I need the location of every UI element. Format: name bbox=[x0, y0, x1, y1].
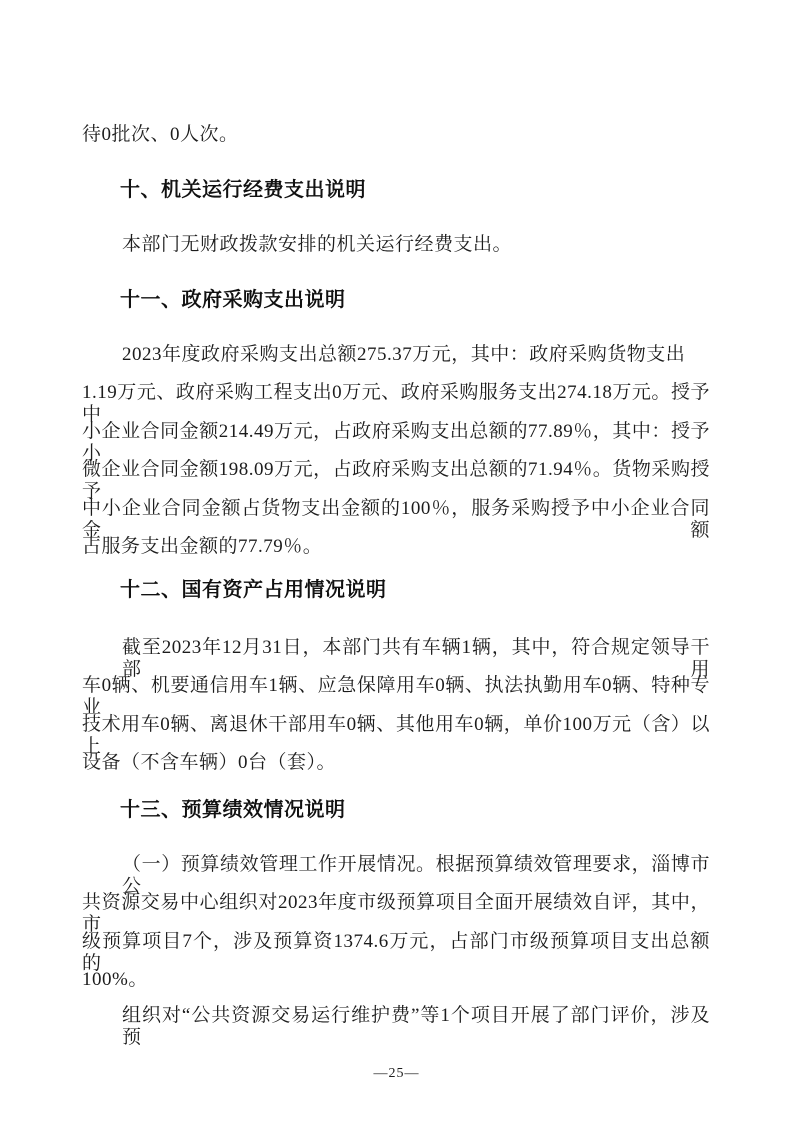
text-line: 2023年度政府采购支出总额275.37万元，其中：政府采购货物支出 bbox=[122, 344, 686, 365]
text-line: 1.19万元、政府采购工程支出0万元、政府采购服务支出274.18万元。授予中 bbox=[82, 382, 710, 426]
paragraph-budget-performance-selfreview bbox=[82, 854, 710, 1008]
paragraph-operating-expense bbox=[82, 234, 710, 272]
text-line: 共资源交易中心组织对2023年度市级预算项目全面开展绩效自评，其中，市 bbox=[82, 892, 710, 936]
text-line: 待0批次、0人次。 bbox=[82, 124, 239, 145]
text-line: 车0辆、机要通信用车1辆、应急保障用车0辆、执法执勤用车0辆、特种专业 bbox=[82, 675, 710, 719]
text-line: 级预算项目7个，涉及预算资1374.6万元，占部门市级预算项目支出总额的 bbox=[82, 930, 710, 974]
section-heading-13-budget-performance: 十三、预算绩效情况说明 bbox=[120, 799, 346, 821]
paragraph-gov-procurement bbox=[82, 344, 710, 574]
text-line: 中小企业合同金额占货物支出金额的100％，服务采购授予中小企业合同金额 bbox=[82, 497, 710, 541]
text-line: 组织对“公共资源交易运行维护费”等1个项目开展了部门评价，涉及预 bbox=[122, 1005, 710, 1048]
section-heading-11-gov-procurement: 十一、政府采购支出说明 bbox=[120, 289, 346, 311]
text-line: 本部门无财政拨款安排的机关运行经费支出。 bbox=[122, 234, 513, 255]
text-line: 截至2023年12月31日，本部门共有车辆1辆，其中，符合规定领导干部用 bbox=[122, 637, 710, 680]
paragraph-budget-performance-deptreview bbox=[82, 1005, 710, 1048]
paragraph-state-assets bbox=[82, 637, 710, 791]
text-line: 100%。 bbox=[82, 969, 148, 991]
carryover-paragraph bbox=[82, 124, 710, 162]
text-line: 占服务支出金额的77.79％。 bbox=[82, 535, 323, 557]
text-line: 微企业合同金额198.09万元，占政府采购支出总额的71.94％。货物采购授予 bbox=[82, 459, 710, 503]
text-line: 技术用车0辆、离退休干部用车0辆、其他用车0辆，单价100万元（含）以上 bbox=[82, 713, 710, 757]
section-heading-12-state-assets: 十二、国有资产占用情况说明 bbox=[120, 579, 387, 601]
text-line: （一）预算绩效管理工作开展情况。根据预算绩效管理要求，淄博市公 bbox=[122, 854, 710, 897]
text-line: 小企业合同金额214.49万元，占政府采购支出总额的77.89％，其中：授予小 bbox=[82, 420, 710, 464]
text-line: 设备（不含车辆）0台（套）。 bbox=[82, 752, 337, 774]
section-heading-10-operating-expense: 十、机关运行经费支出说明 bbox=[120, 179, 366, 201]
page-number: —25— bbox=[373, 1066, 420, 1081]
